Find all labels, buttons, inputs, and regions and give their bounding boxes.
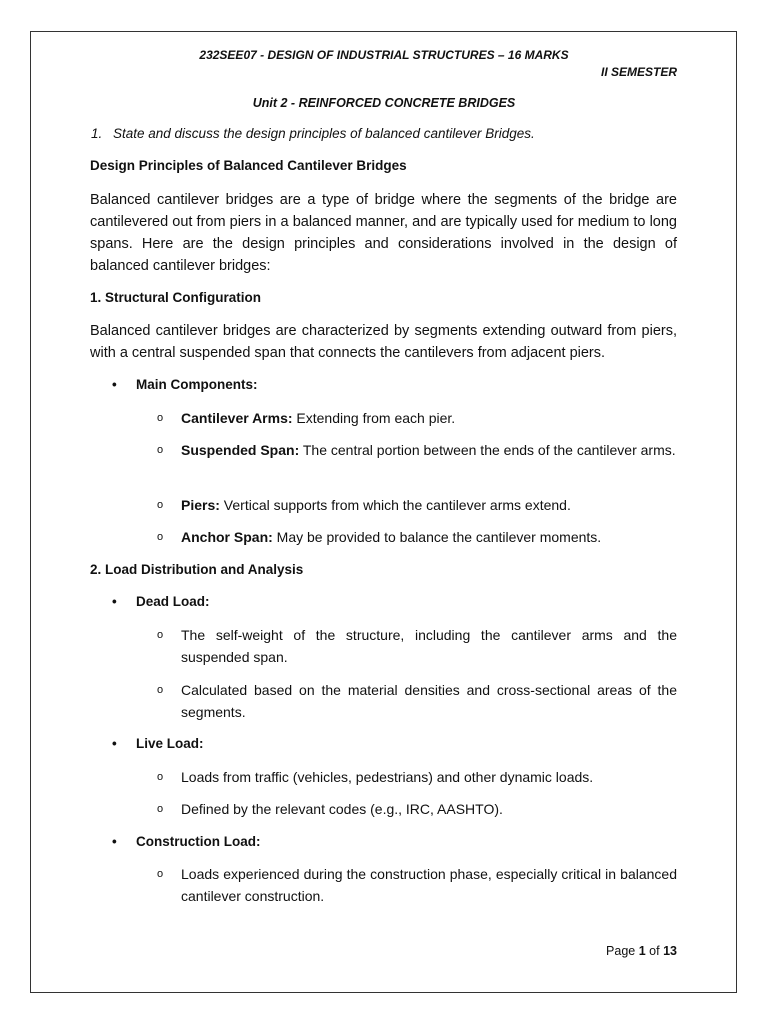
question-number: 1. [91,126,103,141]
item-label: Suspended Span: [181,442,300,458]
item-text: Loads experienced during the construction phase, especially critical in balanced cantilever construction. [181,866,677,904]
item-text: Extending from each pier. [292,410,456,426]
intro-paragraph: Balanced cantilever bridges are a type of bridge where the segments of the bridge are cantilevered out from piers in a balanced manner, and are typically used for medium to long spans. Here are the design principles and considerations involved in the design of balanced cantilever bridges: [90,192,677,274]
item-label: Piers: [181,497,220,513]
bullet-marker: • [112,834,117,849]
list-item [157,494,677,516]
list-item [157,624,677,668]
sub-bullet-marker: o [157,771,164,783]
page-of: of [649,944,660,958]
bullet-label: Construction Load: [136,834,261,849]
sub-bullet-marker: o [157,868,164,880]
semester-label: II SEMESTER [600,65,677,79]
sub-bullet-marker: o [157,531,164,543]
list-item [157,798,677,820]
item-text: The self-weight of the structure, including the cantilever arms and the suspended span. [181,627,677,665]
list-item [157,407,677,429]
sub-bullet-marker: o [157,444,164,456]
sub-bullet-marker: o [157,629,164,641]
item-label: Cantilever Arms: [181,410,293,426]
page-prefix: Page [606,944,636,958]
bullet-marker: • [112,736,117,751]
page-total: 13 [663,944,677,958]
section-heading: Design Principles of Balanced Cantilever Bridges [90,158,407,173]
question-text: State and discuss the design principles of balanced cantilever Bridges. [113,126,535,141]
section-2-title: 2. Load Distribution and Analysis [90,562,304,577]
list-item [157,439,677,461]
item-text: Vertical supports from which the cantilever arms extend. [219,497,571,513]
item-label: Anchor Span: [181,529,273,545]
list-item [157,526,677,548]
list-item [157,863,677,907]
bullet-marker: • [112,594,117,609]
item-text: The central portion between the ends of the cantilever arms. [299,442,676,458]
sub-bullet-marker: o [157,412,164,424]
bullet-dead-load [112,594,672,609]
item-text: May be provided to balance the cantilever moments. [272,529,602,545]
section-1-title: 1. Structural Configuration [90,290,262,305]
sub-bullet-marker: o [157,499,164,511]
sub-bullet-marker: o [157,684,164,696]
bullet-label: Live Load: [136,736,204,751]
unit-title: Unit 2 - REINFORCED CONCRETE BRIDGES [252,96,516,110]
bullet-label: Main Components: [136,377,258,392]
bullet-construction-load [112,834,672,849]
bullet-marker: • [112,377,117,392]
question [91,126,535,141]
bullet-label: Dead Load: [136,594,210,609]
list-item [157,679,677,723]
item-text: Defined by the relevant codes (e.g., IRC, AASHTO). [181,801,503,817]
sub-bullet-marker: o [157,803,164,815]
bullet-live-load [112,736,672,751]
list-item [157,766,677,788]
bullet-main-components [112,377,672,392]
page-current: 1 [638,944,646,958]
item-text: Loads from traffic (vehicles, pedestrians) and other dynamic loads. [181,769,594,785]
item-text: Calculated based on the material densities and cross-sectional areas of the segments. [181,682,677,720]
course-title: 232SEE07 - DESIGN OF INDUSTRIAL STRUCTURES – 16 MARKS [199,48,569,62]
section-1-paragraph: Balanced cantilever bridges are characterized by segments extending outward from piers, with a central suspended span that connects the cantilevers from adjacent piers. [90,323,677,361]
page-number [606,944,677,958]
